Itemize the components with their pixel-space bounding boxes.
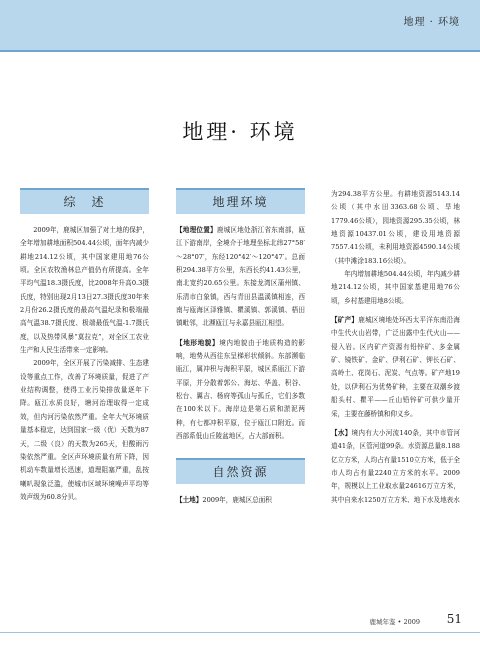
water-tag: 【水】 bbox=[331, 428, 352, 437]
overview-paragraph-1: 2009年，鹿城区加强了对土地的保护，全年增加耕地面积504.44公顷，面年内减少耕地214.12公顷，其中国家建用地76公顷。全区农牧渔林总产值仍有所提高。全年平均气温18.3摄氏度，比2008年升高0.3摄氏度，特别出现2月13日27.3摄氏度30年来2月份26.2摄氏度的最高气温纪录和极端最高气温38.7摄氏度、极端最低气温-1.7摄氏度，以及热带风暴“莫拉克”，对全区工农业生产和人民生活带来一定影响。 bbox=[20, 226, 149, 355]
column-1 bbox=[20, 188, 149, 640]
terrain-text: 境内地貌由于地质构造的影响，地势从西往东呈梯形状倾斜。东部濒临瓯江，属冲积与海积平原，城区系瓯江下游平原，并分散着郭公、海坛、华盖、积谷、松台、翼吉、杨府等孤山与孤丘，它们多数在100米以下。海岸边是第石质和淤泥两种，有七都冲积平原，位于瓯江口附近。而西部系低山丘陵盆地区，占大部面积。 bbox=[176, 338, 305, 441]
footer-rule bbox=[0, 632, 480, 633]
water-text: 境内有大小河流140条，其中市管河道41条，区管河道99条。水资源总量8.188亿立方米，人均占有量1510立方米，低于全市人均占有量2240立方米的水平。2009年，规模以上工业取水量24616万立方米，其中自来水1250万立方米、地下水及地表水 bbox=[331, 428, 460, 504]
overview-heading: 综 述 bbox=[20, 188, 149, 214]
header-rule bbox=[0, 50, 480, 52]
land-tag: 【土地】 bbox=[176, 495, 203, 504]
geography-heading: 地理环境 bbox=[176, 188, 305, 214]
footer-journal: 鹿城年鉴 • 2009 bbox=[369, 618, 420, 626]
terrain-tag: 【地形地貌】 bbox=[176, 338, 220, 347]
resources-heading: 自然资源 bbox=[176, 458, 305, 484]
overview-paragraph-2: 2009年，全区开展了污染减排、生态建设等重点工作，改善了环境质量，促进了产业结构调整，使得工业污染排放量逐年下降。瓯江水质良好，塘河治理取得一定成效，但内河污染依然严重。全年大气环境质量基本稳定，达到国家一级（优）天数为87天，二级（良）的天数为265天，但酸雨污染依然严重。全区声环境质量有所下降，因机动车数量增长迅速，道理阻塞严重，乱按喇叭现象泛滥，使城市区域环境噪声平均等效声级为60.8分贝。 bbox=[20, 359, 149, 501]
minerals-text: 鹿城区境地处环西太平洋东南沿海中生代火山岩带，广泛出露中生代火山——侵入岩。区内矿产资源有铅锌矿、多金属矿、镜铁矿、金矿、伊利石矿、钾长石矿、高岭土、花岗石、泥炭、气点等。矿产地19处，以伊利石为优势矿种，主要在双潮乡渡船头村、瞿平——丘山铅锌矿可供少量开采，主要在藤桥镇和仰义乡。 bbox=[331, 316, 460, 418]
section-tag: 地理 · 环境 bbox=[403, 17, 460, 28]
land-paragraph bbox=[176, 494, 305, 507]
page-number: 51 bbox=[446, 612, 462, 626]
column-2 bbox=[176, 188, 305, 640]
land-text: 2009年，鹿城区总面积 bbox=[202, 495, 272, 504]
land-continued: 为294.38平方公里。有耕地资源5143.14公顷（其中水田3363.68公顷、旱地1779.46公顷），园地资源295.35公顷，林地资源10437.01公顷，建设用地资源7557.41公顷，未利用地资源4590.14公顷（其中滩涂183.16公顷）。 bbox=[331, 190, 460, 265]
column-3 bbox=[331, 188, 460, 640]
minerals-tag: 【矿产】 bbox=[331, 316, 359, 325]
location-tag: 【地理位置】 bbox=[176, 226, 217, 234]
terrain-paragraph bbox=[176, 337, 305, 444]
page-title: 地理· 环境 bbox=[182, 120, 298, 144]
land-change-paragraph: 年内增加耕地504.44公顷，年内减少耕地214.12公顷，其中国家基建用地76公顷，乡村基建用地8公顷。 bbox=[331, 270, 460, 305]
location-paragraph bbox=[176, 224, 305, 331]
minerals-paragraph bbox=[331, 314, 460, 421]
location-text: 鹿城区地处浙江省东南部，瓯江下游南岸，全境介于地理坐标北纬27°58′～28°07′，东经120°42′～120°47′。总面积294.38平方公里，东西长约41.43公里，南北宽约20.65公里。东接龙湾区蒲州镇、乐清市白象镇，西与青田县温溪镇相连，西南与瓯海区泽雅镇、瞿溪镇、郭溪镇、梧田镇毗邻，北濒瓯江与永嘉县瓯江相望。 bbox=[176, 226, 305, 328]
water-paragraph bbox=[331, 427, 460, 507]
